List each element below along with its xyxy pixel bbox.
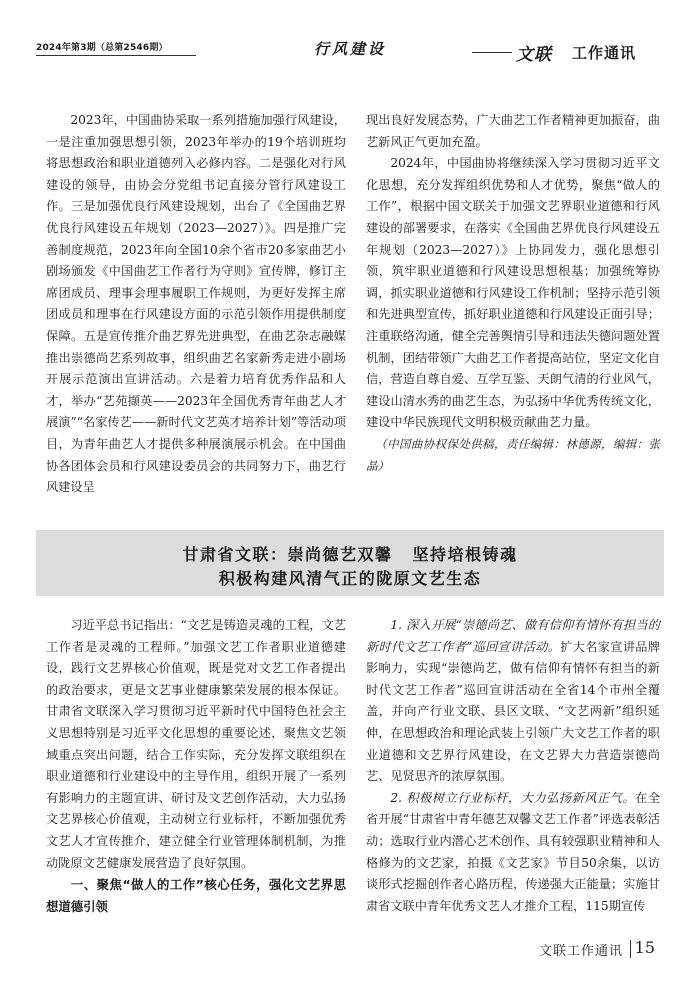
issue-number: 2024年第3期（总第2546期） bbox=[36, 40, 196, 56]
brand-logo: 文联 bbox=[516, 45, 552, 65]
paragraph: 2024年，中国曲协将继续深入学习贯彻习近平文化思想，充分发挥组织优势和人才优势，聚焦“做人的工作”，根据中国文联关于加强文艺界职业道德和行风建设的部署要求，在落实《全国曲艺界优良行风建设五年规划（2023—2027）》上协同发力，强化思想引领，筑牢职业道德和行风建设思想根基；加强统筹协调，抓实职业道德和行风建设工作机制；坚持示范引领和先进典型宣传，抓好职业道德和行风建设正面引导；注重联络沟通，健全完善舆情引导和违法失德问题处置机制，团结带领广大曲艺工作者提高站位，坚定文化自信，营造自尊自爱、互学互鉴、天朗气清的行业风气，建设山清水秀的曲艺生态，为弘扬中华优秀传统文化，建设中华民族现代文明积极贡献曲艺力量。 bbox=[366, 156, 660, 430]
article-title-line1 bbox=[36, 542, 664, 565]
bottom-article-right-column bbox=[366, 615, 660, 917]
page-number: 15 bbox=[634, 938, 655, 957]
title-part-b: 坚持培根铸魂 bbox=[412, 545, 518, 564]
brand-rule bbox=[472, 52, 512, 53]
page-footer bbox=[505, 938, 665, 960]
article-title-banner bbox=[36, 530, 664, 596]
list-item bbox=[366, 788, 660, 918]
article-credit: （中国曲协权保处供稿，责任编辑：林德源，编辑：张晶） bbox=[366, 436, 660, 473]
item-lead: 1. 深入开展“崇德尚艺、做有信仰有情怀有担当的新时代文艺工作者”巡回宣讲活动。 bbox=[366, 618, 660, 654]
article-title-line2: 积极构建风清气正的陇原文艺生态 bbox=[218, 569, 482, 588]
footer-publication: 文联工作通讯 bbox=[538, 944, 623, 959]
section-title: 行风建设 bbox=[313, 40, 386, 58]
top-article-left-column bbox=[46, 110, 346, 499]
brand-suffix: 工作通讯 bbox=[572, 44, 637, 62]
item-lead: 2. 积极树立行业标杆，大力弘扬新风正气。 bbox=[390, 790, 636, 805]
footer-divider bbox=[630, 940, 631, 958]
paragraph: 习近平总书记指出：“文艺是铸造灵魂的工程，文艺工作者是灵魂的工程师。”加强文艺工作者职业道德建设，践行文艺界核心价值观，既是党对文艺工作者提出的政治要求，更是文艺事业健康繁荣发展的根本保证。甘肃省文联深入学习贯彻习近平新时代中国特色社会主义思想特别是习近平文化思想的重要论述，聚焦文艺领域重点突出问题，结合工作实际，充分发挥文联组织在职业道德和行业建设中的主导作用，组织开展了一系列有影响力的主题宣讲、研讨及文艺创作活动，大力弘扬文艺界核心价值观，主动树立行业标杆，不断加强优秀文艺人才宣传推介，建立健全行业管理体制机制，为推动陇原文艺健康发展营造了良好氛围。 bbox=[46, 618, 346, 870]
bottom-article-left-column bbox=[46, 615, 346, 917]
item-body: 扩大名家宣讲品牌影响力，实现“崇德尚艺，做有信仰有情怀有担当的新时代文艺工作者”巡回宣讲活动在全省14个市州全覆盖，并向产行业文联、县区文联、“文艺两新”组织延伸，在思想政治和理论武装上引领广大文艺工作者的职业道德和文艺界行风建设，在文艺界大力营造崇德尚艺、见贤思齐的浓厚氛围。 bbox=[366, 639, 661, 784]
publication-brand bbox=[470, 34, 700, 64]
paragraph: 2023年，中国曲协采取一系列措施加强行风建设，一是注重加强思想引领，2023年举办的19个培训班均将思想政治和职业道德列入必修内容。二是强化对行风建设的领导，由协会分党组书记直接分管行风建设工作。三是加强优良行风建设规划，出台了《全国曲艺界优良行风建设五年规划（2023—2027）》。四是推广完善制度规范，2023年向全国10余个省市20多家曲艺小剧场颁发《中国曲艺工作者行为守则》宣传牌，修订主席团成员、理事会理事履职工作规则，为更好发挥主席团成员和理事在行风建设方面的示范引领作用提供制度保障。五是宣传推介曲艺界先进典型，在曲艺杂志融媒推出崇德尚艺系列故事，组织曲艺名家新秀走进小剧场开展示范演出宣讲活动。六是着力培育优秀作品和人才，举办“艺苑撷英——2023年全国优秀青年曲艺人才展演”“名家传艺——新时代文艺英才培养计划”等活动项目，为青年曲艺人才提供多种展演展示机会。在中国曲协各团体会员和行风建设委员会的共同努力下，曲艺行风建设呈 bbox=[46, 113, 346, 495]
item-body: 在全省开展“甘肃省中青年德艺双馨文艺工作者”评选表彰活动；选取行业内潜心艺术创作、具有较强职业精神和人格修为的文艺家，拍摄《文艺家》节目50余集，以访谈形式挖掘创作者心路历程，传递强大正能量；实施甘肃省文联中青年优秀文艺人才推介工程，115期宣传 bbox=[366, 790, 661, 913]
top-article-right-column bbox=[366, 110, 660, 477]
paragraph-continuation: 现出良好发展态势，广大曲艺工作者精神更加振奋，曲艺新风正气更加充盈。 bbox=[366, 113, 660, 149]
list-item bbox=[366, 615, 660, 788]
title-part-a: 甘肃省文联：崇尚德艺双馨 bbox=[182, 545, 393, 564]
section-heading: 一、聚焦“做人的工作”核心任务，强化文艺界思想道德引领 bbox=[46, 877, 346, 914]
